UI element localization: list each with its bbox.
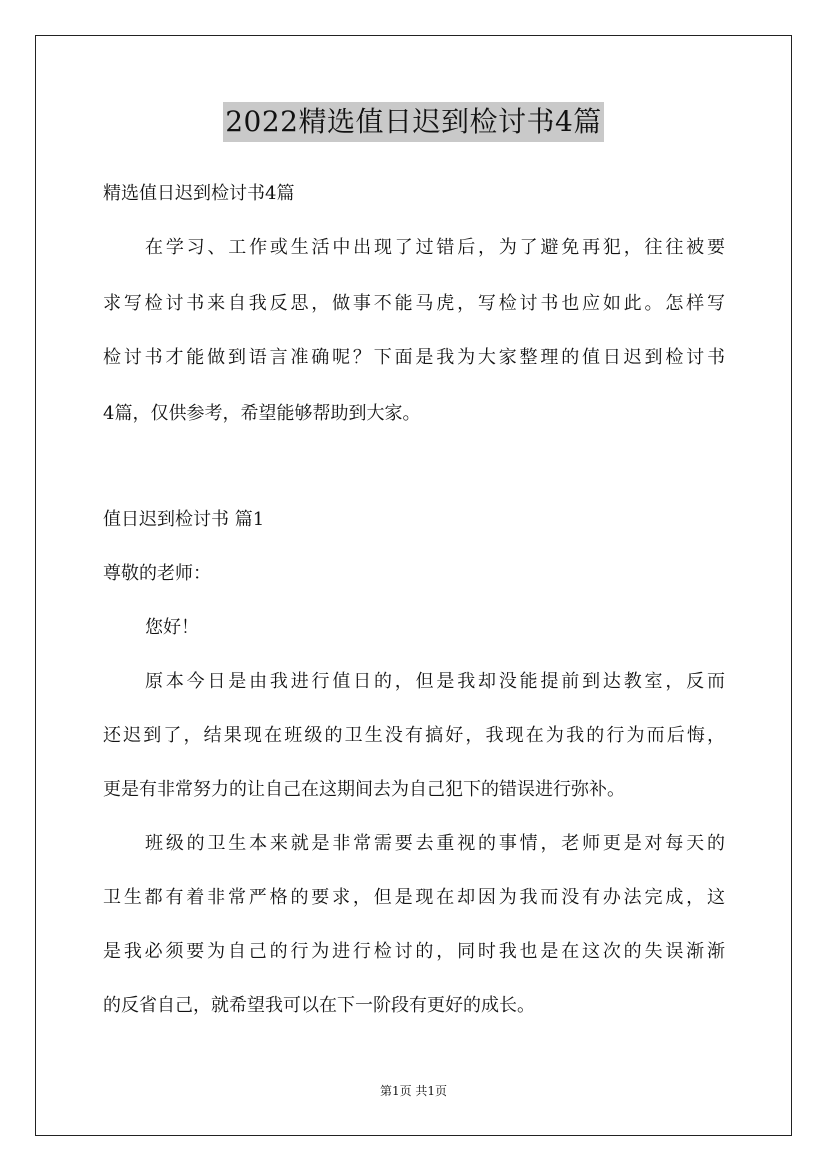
- paragraph2-line-2: 卫生都有着非常严格的要求，但是现在却因为我而没有办法完成，这: [103, 887, 725, 908]
- document-subtitle: 精选值日迟到检讨书4篇: [103, 183, 295, 204]
- intro-line-1: 在学习、工作或生活中出现了过错后，为了避免再犯，往往被要: [145, 237, 725, 258]
- intro-line-3: 检讨书才能做到语言准确呢？下面是我为大家整理的值日迟到检讨书: [103, 347, 725, 368]
- page-footer: 第1页 共1页: [379, 1084, 448, 1098]
- paragraph2-line-1: 班级的卫生本来就是非常需要去重视的事情，老师更是对每天的: [145, 833, 725, 854]
- salutation: 尊敬的老师：: [103, 563, 211, 584]
- document-title: 2022精选值日迟到检讨书4篇: [223, 102, 604, 142]
- paragraph1-line-3: 更是有非常努力的让自己在这期间去为自己犯下的错误进行弥补。: [103, 779, 625, 800]
- intro-line-4: 4篇，仅供参考，希望能够帮助到大家。: [103, 403, 421, 424]
- section-heading: 值日迟到检讨书 篇1: [103, 509, 265, 530]
- paragraph2-line-3: 是我必须要为自己的行为进行检讨的，同时我也是在这次的失误渐渐: [103, 941, 725, 962]
- intro-line-2: 求写检讨书来自我反思，做事不能马虎，写检讨书也应如此。怎样写: [103, 293, 725, 314]
- paragraph1-line-1: 原本今日是由我进行值日的，但是我却没能提前到达教室，反而: [145, 671, 725, 692]
- title-container: [0, 102, 827, 142]
- paragraph2-line-4: 的反省自己，就希望我可以在下一阶段有更好的成长。: [103, 995, 535, 1016]
- paragraph1-line-2: 还迟到了，结果现在班级的卫生没有搞好，我现在为我的行为而后悔，: [103, 725, 725, 746]
- greeting: 您好！: [145, 617, 199, 638]
